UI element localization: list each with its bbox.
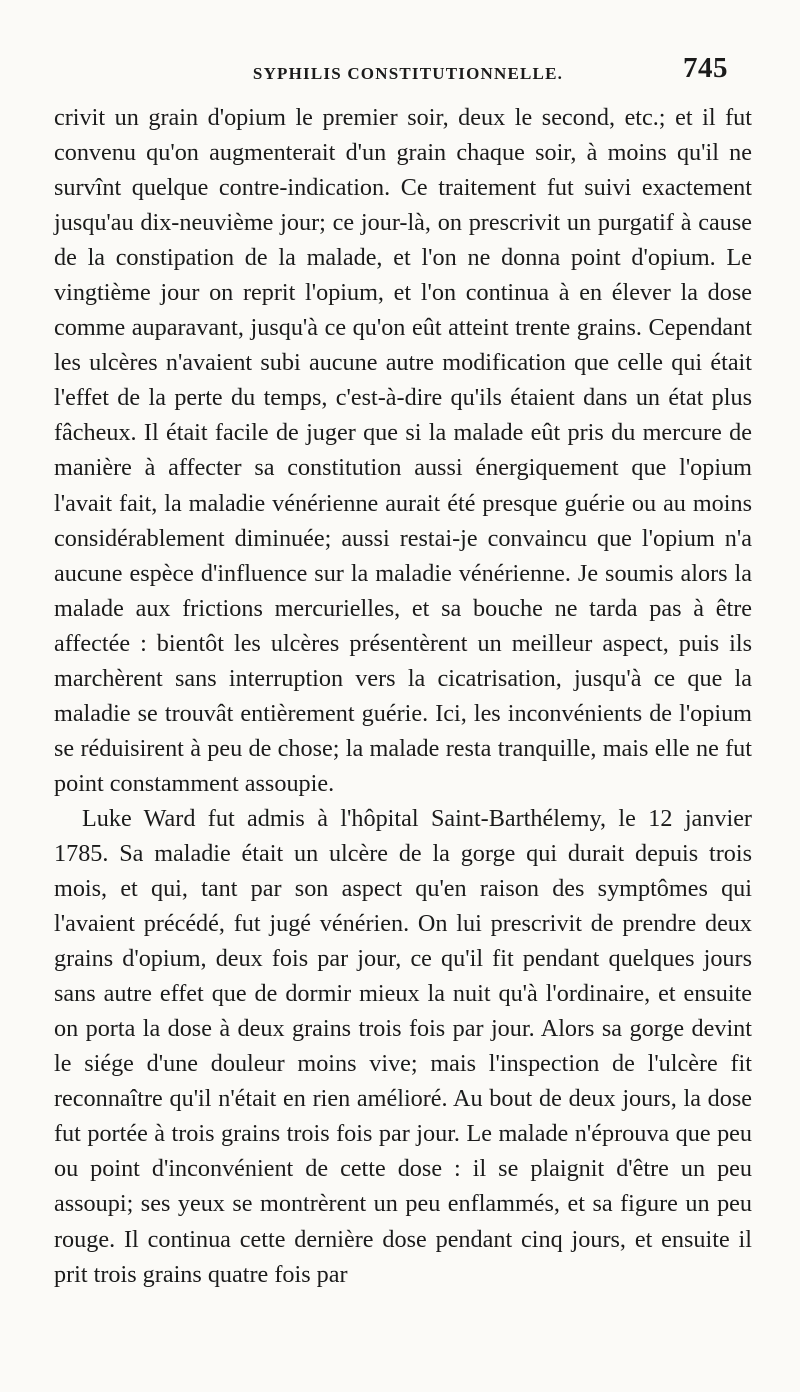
paragraph-luke-ward: Luke Ward fut admis à l'hôpital Saint-Barthélemy, le 12 janvier 1785. Sa maladie était un ulcère de la gorge qui durait depuis trois mois, et qui, tant par son aspect qu'en raison des symptômes qui l'avaient précédé, fut jugé vénérien. On lui prescrivit de prendre deux grains d'opium, deux fois par jour, ce qu'il fit pendant quelques jours sans autre effet que de dormir mieux la nuit qu'à l'ordinaire, et ensuite on porta la dose à deux grains trois fois par jour. Alors sa gorge devint le siége d'une douleur moins vive; mais l'inspection de l'ulcère fit reconnaître qu'il n'était en rien amélioré. Au bout de deux jours, la dose fut portée à trois grains trois fois par jour. Le malade n'éprouva que peu ou point d'inconvénient de cette dose : il se plaignit d'être un peu assoupi; ses yeux se montrèrent un peu enflammés, et sa figure un peu rouge. Il continua cette dernière dose pendant cinq jours, et ensuite il prit trois grains quatre fois par (54, 804, 752, 1288)
body-text (54, 100, 752, 1292)
page-number: 745 (683, 52, 728, 84)
paragraph-continuation: crivit un grain d'opium le premier soir, deux le second, etc.; et il fut convenu qu'on augmenterait d'un grain chaque soir, à moins qu'il ne survînt quelque contre-indication. Ce traitement fut suivi exactement jusqu'au dix-neuvième jour; ce jour-là, on prescrivit un purgatif à cause de la constipation de la malade, et l'on ne donna point d'opium. Le vingtième jour on reprit l'opium, et l'on continua à en élever la dose comme auparavant, jusqu'à ce qu'on eût atteint trente grains. Cependant les ulcères n'avaient subi aucune autre modification que celle qui était l'effet de la perte du temps, c'est-à-dire qu'ils étaient dans un état plus fâcheux. Il était facile de juger que si la malade eût pris du mercure de manière à affecter sa constitution aussi énergiquement que l'opium l'avait fait, la maladie vénérienne aurait été presque guérie ou au moins considérablement diminuée; aussi restai-je convaincu que l'opium n'a aucune espèce d'influence sur la maladie vénérienne. Je soumis alors la malade aux frictions mercurielles, et sa bouche ne tarda pas à être affectée : bientôt les ulcères présentèrent un meilleur aspect, puis ils marchèrent sans interruption vers la cicatrisation, jusqu'à ce que la maladie se trouvât entièrement guérie. Ici, les inconvénients de l'opium se réduisirent à peu de chose; la malade resta tranquille, mais elle ne fut point constamment assoupie. (54, 104, 752, 797)
running-head (54, 52, 756, 92)
running-title: SYPHILIS CONSTITUTIONNELLE. (252, 64, 564, 83)
